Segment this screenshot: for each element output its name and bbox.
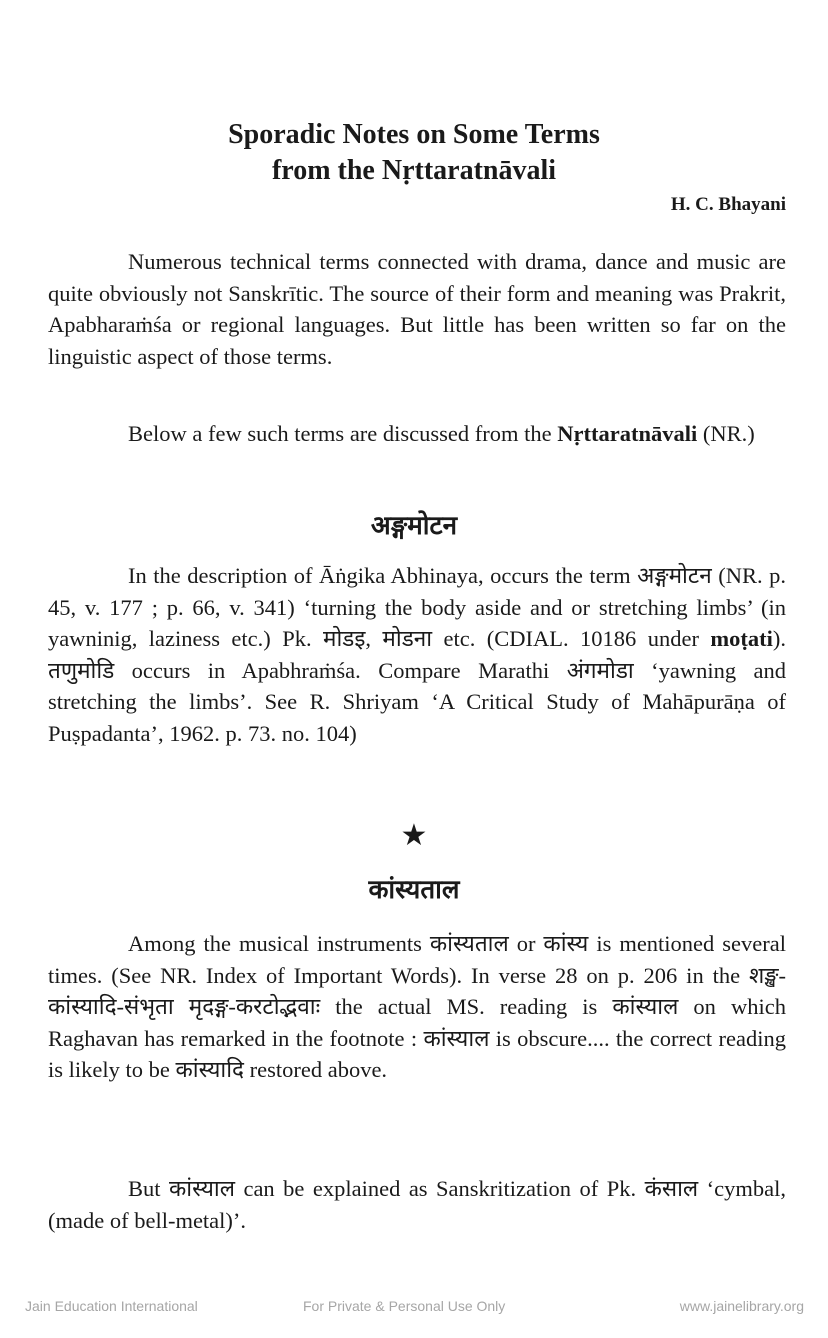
- term-motati-bold: moṭati: [710, 626, 773, 651]
- paragraph-below-tail: (NR.): [697, 421, 755, 446]
- title-line-1: Sporadic Notes on Some Terms: [228, 119, 600, 150]
- paragraph-kamsyala: [48, 1173, 786, 1236]
- title-line-2: from the Nṛttaratnāvali: [271, 155, 557, 186]
- paragraph-below-text: Below a few such terms are discussed from the: [128, 421, 558, 446]
- paragraph-kamsyatala-text: Among the musical instruments कांस्यताल or कांस्य is mentioned several times. (See NR. Index of Important Words). In verse 28 on p. 206 in the शङ्ख-कांस्यादि-संभृता मृदङ्ग-करटोद्भवाः the actual MS. reading is कांस्याल on which Raghavan has remarked in the footnote : कांस्याल is obscure.... the correct reading is likely to be कांस्यादि restored above.: [48, 931, 786, 1082]
- work-title-bold: Nṛttaratnāvali: [557, 421, 698, 446]
- paragraph-below: [48, 418, 786, 450]
- author: H. C. Bhayani: [670, 194, 786, 215]
- paragraph-angamotana-text-b: ). तणुमोडि occurs in Apabhraṁśa. Compare Marathi अंगमोडा ‘yawning and stretching the limbs’. See R. Shriyam ‘A Critical Study of Mahāpurāṇa of Puṣpadanta’, 1962. p. 73. no. 104): [48, 626, 786, 746]
- paragraph-intro: [48, 246, 786, 372]
- paragraph-angamotana: [48, 560, 786, 749]
- paragraph-angamotana-text-a: In the description of Āṅgika Abhinaya, occurs the term अङ्गमोटन (NR. p. 45, v. 177 ; p. 66, v. 341) ‘turning the body aside and or stretching limbs’ (in yawninig, laziness etc.) Pk. मोडइ, मोडना etc. (CDIAL. 10186 under: [48, 563, 786, 651]
- paragraph-kamsyala-text: But कांस्याल can be explained as Sanskritization of Pk. कंसाल ‘cymbal, (made of bell-metal)’.: [48, 1176, 786, 1233]
- paragraph-kamsyatala: [48, 928, 786, 1086]
- footer-center: For Private & Personal Use Only: [303, 1298, 506, 1314]
- star-icon: ★: [400, 818, 428, 853]
- paragraph-intro-text: Numerous technical terms connected with drama, dance and music are quite obviously not Sanskrītic. The source of their form and meaning was Prakrit, Apabharaṁśa or regional languages. But little has been written so far on the linguistic aspect of those terms.: [48, 249, 786, 369]
- footer-right: www.jainelibrary.org: [679, 1298, 804, 1314]
- footer-left: Jain Education International: [25, 1298, 198, 1314]
- heading-kamsyatala: कांस्यताल: [368, 875, 460, 905]
- heading-angamotana: अङ्गमोटन: [370, 511, 458, 541]
